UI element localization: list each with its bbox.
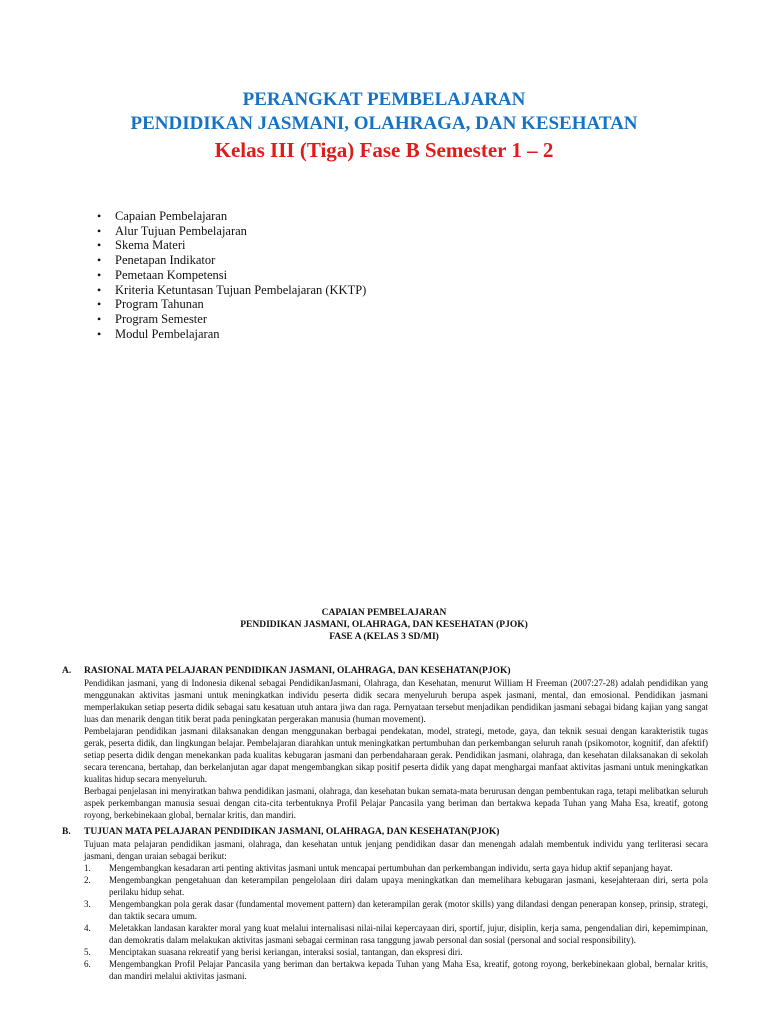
section-b-list [84, 862, 708, 982]
contents-item: • Program Tahunan [93, 297, 366, 312]
contents-item: • Pemetaan Kompetensi [93, 268, 366, 283]
contents-item: • Program Semester [93, 312, 366, 327]
contents-item: • Kriteria Ketuntasan Tujuan Pembelajaran (KKTP) [93, 283, 366, 298]
section-b-heading [62, 826, 708, 838]
cp-heading-line-1: CAPAIAN PEMBELAJARAN [321, 608, 447, 618]
list-item-text: Mengembangkan pola gerak dasar (fundamental movement pattern) dan keterampilan gerak (motor skills) yang dilandasi dengan penerapan konsep, prinsip, strategi, dan taktik secara umum. [109, 899, 708, 921]
title-block [0, 88, 768, 164]
section-a-paragraph-1: Pendidikan jasmani, yang di Indonesia dikenal sebagai PendidikanJasmani, Olahraga, dan Kesehatan, menurut William H Freeman (2007:27-28) adalah pendidikan yang menggunakan aktivitas jasmani untuk meningkatkan individu peserta didik secara menyeluruh berupa aspek jasmani, mental, dan emosional. Pendidikan jasmani memperlakukan setiap peserta didik sebagai satu kesatuan utuh antara jiwa dan raga. Pernyataan tersebut menjadikan pendidikan jasmani sebagai bidang kajian yang sangat luas dan menarik dengan titik berat pada peningkatan pergerakan manusia (human movement). [84, 678, 708, 724]
section-b-title: TUJUAN MATA PELAJARAN PENDIDIKAN JASMANI, OLAHRAGA, DAN KESEHATAN(PJOK) [84, 827, 500, 837]
list-item-number: 1. [84, 863, 91, 873]
list-item-number: 6. [84, 959, 91, 969]
section-a-title: RASIONAL MATA PELAJARAN PENDIDIKAN JASMANI, OLAHRAGA, DAN KESEHATAN(PJOK) [84, 666, 511, 676]
contents-item: • Skema Materi [93, 238, 366, 253]
section-b [62, 826, 708, 982]
contents-list [93, 209, 366, 341]
cp-heading-line-3: FASE A (KELAS 3 SD/MI) [329, 632, 439, 642]
section-a-letter: A. [62, 666, 72, 676]
list-item-text: Mengembangkan kesadaran arti penting aktivitas jasmani untuk mencapai pertumbuhan dan perkembangan individu, serta gaya hidup aktif sepanjang hayat. [109, 863, 673, 873]
section-a [62, 665, 708, 821]
list-item-number: 3. [84, 899, 91, 909]
cp-heading [0, 607, 768, 643]
section-b-intro: Tujuan mata pelajaran pendidikan jasmani, olahraga, dan kesehatan untuk jenjang pendidikan dasar dan menengah adalah membentuk individu yang terliterasi secara jasmani, dengan uraian sebagai berikut: [84, 839, 708, 861]
list-item [84, 874, 708, 898]
list-item-text: Meletakkan landasan karakter moral yang kuat melalui internalisasi nilai-nilai kepercayaan diri, sportif, jujur, disiplin, kerja sama, pengendalian diri, kepemimpinan, dan demokratis dalam melakukan aktivitas jasmani sebagai cerminan rasa tanggung jawab personal dan sosial (personal and social responsibility). [109, 923, 708, 945]
title-line-2: PENDIDIKAN JASMANI, OLAHRAGA, DAN KESEHATAN [130, 113, 638, 134]
cp-heading-line-2: PENDIDIKAN JASMANI, OLAHRAGA, DAN KESEHATAN (PJOK) [240, 620, 528, 630]
contents-item: • Capaian Pembelajaran [93, 209, 366, 224]
contents-item: • Penetapan Indikator [93, 253, 366, 268]
list-item [84, 922, 708, 946]
contents-item: • Alur Tujuan Pembelajaran [93, 224, 366, 239]
list-item-number: 4. [84, 923, 91, 933]
section-a-paragraph-3: Berbagai penjelasan ini menyiratkan bahwa pendidikan jasmani, olahraga, dan kesehatan bukan semata-mata berurusan dengan pembentukan raga, tetapi melibatkan seluruh aspek perkembangan manusia sesuai dengan cita-cita terbentuknya Profil Pelajar Pancasila yang beriman dan bertakwa kepada Tuhan yang Maha Esa, kreatif, gotong royong, berkebinekaan global, bernalar kritis, dan mandiri. [84, 786, 708, 820]
section-a-paragraph-2: Pembelajaran pendidikan jasmani dilaksanakan dengan menggunakan berbagai pendekatan, model, strategi, metode, gaya, dan teknik sesuai dengan karakteristik tugas gerak, peserta didik, dan lingkungan belajar. Pembelajaran diarahkan untuk meningkatkan pertumbuhan dan perkembangan seluruh ranah (psikomotor, kognitif, dan afektif) setiap peserta didik dengan menekankan pada kualitas kebugaran jasmani dan perbendaharaan gerak. Pendidikan jasmani, olahraga, dan kesehatan dilaksanakan di sekolah secara terencana, bertahap, dan berkelanjutan agar dapat mengembangkan sikap positif peserta didik yang dapat menghargai manfaat aktivitas jasmani untuk meningkatkan kualitas hidup secara menyeluruh. [84, 726, 708, 784]
list-item-number: 5. [84, 947, 91, 957]
section-b-letter: B. [62, 827, 71, 837]
contents-item: • Modul Pembelajaran [93, 327, 366, 342]
list-item-number: 2. [84, 875, 91, 885]
list-item [84, 958, 708, 982]
list-item-text: Mengembangkan Profil Pelajar Pancasila yang beriman dan bertakwa kepada Tuhan yang Maha Esa, kreatif, gotong royong, berkebinekaan global, bernalar kritis, dan mandiri melalui aktivitas jasmani. [109, 959, 708, 981]
title-line-1: PERANGKAT PEMBELAJARAN [242, 89, 526, 110]
list-item [84, 898, 708, 922]
list-item-text: Mengembangkan pengetahuan dan keterampilan pengelolaan diri dalam upaya meningkatkan dan memelihara kebugaran jasmani, kesejahteraan diri, serta pola perilaku hidup sehat. [109, 875, 708, 897]
list-item [84, 862, 708, 874]
list-item [84, 946, 708, 958]
list-item-text: Menciptakan suasana rekreatif yang berisi keriangan, interaksi sosial, tantangan, dan ekspresi diri. [109, 947, 463, 957]
section-a-heading [62, 665, 708, 677]
title-line-3: Kelas III (Tiga) Fase B Semester 1 – 2 [214, 138, 554, 162]
